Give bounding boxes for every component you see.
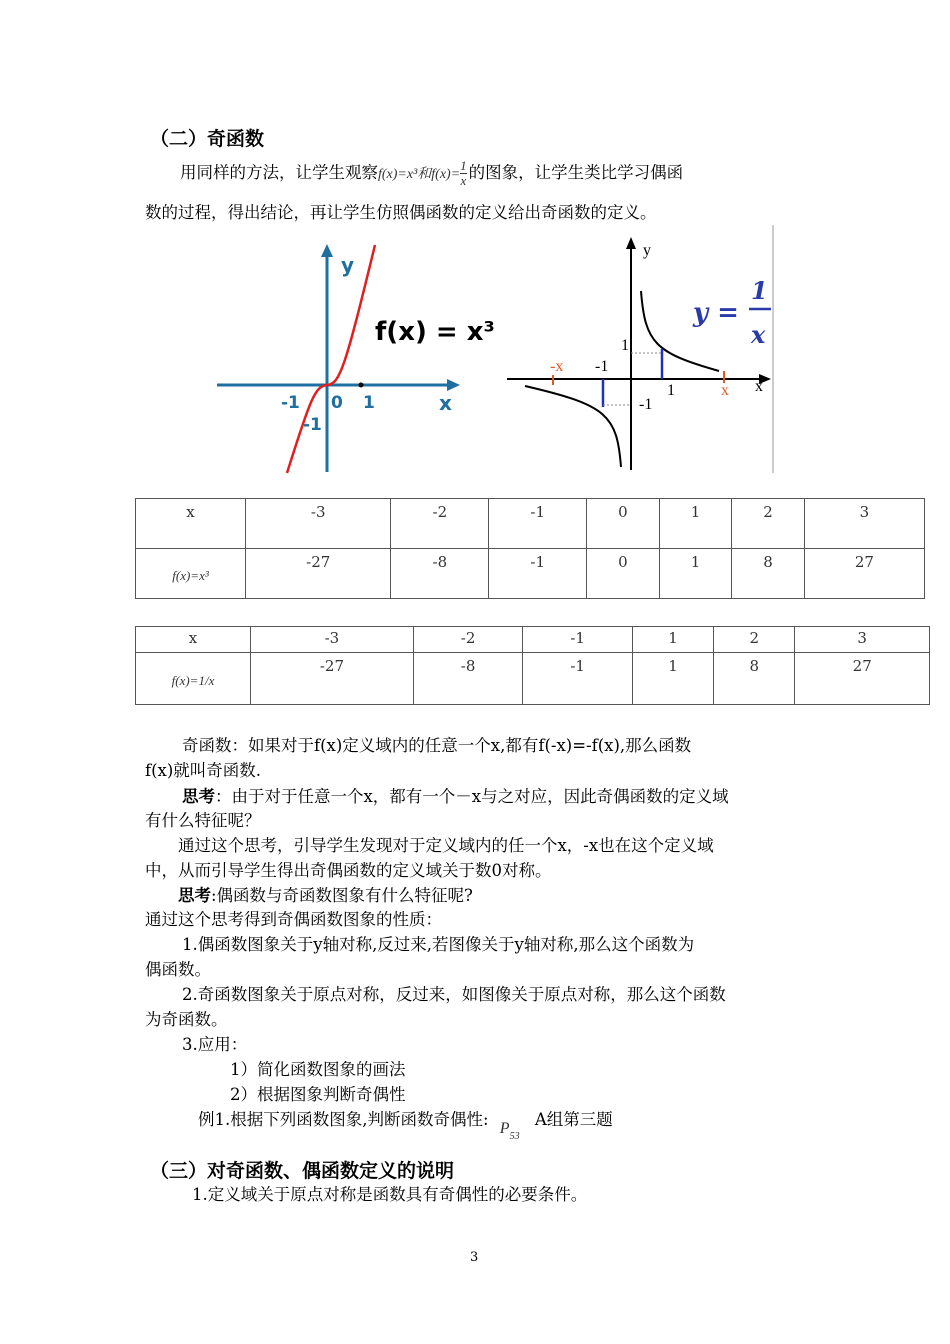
graph1-tick-0: 0 (331, 393, 343, 413)
table-cell: 27 (795, 653, 930, 705)
think2-label: 思考 (178, 886, 211, 905)
table-cell: 2 (732, 499, 805, 549)
graph1-tick-1: 1 (363, 393, 375, 413)
application-item-2: 2）根据图象判断奇偶性 (230, 1085, 406, 1104)
property2-line-1: 2.奇函数图象关于原点对称，反过来，如图像关于原点对称，那么这个函数 (182, 985, 726, 1004)
graph2-y-label: y (643, 242, 651, 259)
table-cell: -3 (246, 499, 391, 549)
table-cell: -3 (251, 627, 414, 653)
table-cell: -1 (523, 653, 633, 705)
example-line (198, 1107, 613, 1142)
section3-heading: （三）对奇函数、偶函数定义的说明 (150, 1160, 455, 1182)
table-cell: 2 (714, 627, 795, 653)
table-cell: 1 (632, 627, 713, 653)
table-cell: 27 (804, 549, 924, 599)
intro-line-2: 数的过程，得出结论，再让学生仿照偶函数的定义给出奇函数的定义。 (145, 203, 657, 222)
intro-text-a: 用同样的方法，让学生观察 (180, 163, 378, 182)
cubic-curve (287, 245, 375, 473)
intro-formula: f(x)=x³和f(x)= (378, 167, 461, 182)
graph2-formula-num: 1 (751, 276, 768, 305)
think1-line-2: 有什么特征呢？ (145, 811, 261, 830)
property3-line: 3.应用： (182, 1035, 248, 1054)
table-header-x: x (136, 627, 251, 653)
property2-line-2: 为奇函数。 (145, 1010, 228, 1029)
table-cell: -1 (489, 549, 587, 599)
think1-label: 思考 (182, 787, 215, 806)
table-cell: 0 (587, 549, 660, 599)
table-header-x: x (136, 499, 246, 549)
table-cell: -2 (391, 499, 489, 549)
graph2-tick-1y: 1 (621, 337, 629, 354)
definition-line-1: 奇函数：如果对于f(x)定义域内的任意一个x,都有f(-x)=-f(x),那么函数 (182, 736, 692, 755)
table-cell: -27 (246, 549, 391, 599)
think2-line (178, 883, 473, 908)
example-text-b: A组第三题 (534, 1110, 613, 1129)
table-cell: -2 (413, 627, 523, 653)
table-cell: -8 (391, 549, 489, 599)
graph2-formula-den: x (751, 320, 766, 349)
table-cell: 8 (732, 549, 805, 599)
table-row (136, 627, 930, 653)
think1-line-1 (182, 784, 729, 809)
graph1-x-label: x (439, 391, 452, 415)
property1-line-1: 1.偶函数图象关于y轴对称,反过来,若图像关于y轴对称,那么这个函数为 (182, 935, 695, 954)
definition-line-2: f(x)就叫奇函数. (145, 761, 262, 780)
table-cubic (135, 498, 925, 599)
result-line: 通过这个思考得到奇偶函数图象的性质： (145, 910, 442, 929)
graph1-formula: f(x) = x³ (375, 317, 495, 347)
table-row-label: f(x)=x³ (136, 549, 246, 599)
graph2-tick-neg1y: -1 (639, 396, 653, 413)
table-cell: -1 (523, 627, 633, 653)
example-subscript: 53 (509, 1131, 520, 1142)
cubic-graph (215, 240, 495, 475)
table-reciprocal (135, 626, 930, 705)
table-cell: -27 (251, 653, 414, 705)
example-p: P (499, 1120, 510, 1137)
table-row-label: f(x)=1/x (136, 653, 251, 705)
table-row (136, 653, 930, 705)
table-cell: 1 (659, 549, 732, 599)
graph1-y-label: y (341, 253, 355, 277)
table-cell: 3 (795, 627, 930, 653)
table-cell: 3 (804, 499, 924, 549)
graph1-tick-neg1: -1 (281, 393, 300, 413)
graph2-tick-x: x (721, 382, 729, 399)
guide-line-1: 通过这个思考，引导学生发现对于定义域内的任一个x，-x也在这个定义域 (178, 836, 714, 855)
table-cell: 8 (714, 653, 795, 705)
application-item-1: 1）简化函数图象的画法 (230, 1060, 406, 1079)
graph2-tick-neg1: -1 (595, 358, 609, 375)
graph2-formula-lhs: y = (693, 298, 739, 328)
graph1-tick-y-neg1: -1 (303, 415, 322, 435)
table-cell: -8 (413, 653, 523, 705)
example-text-a: 例1.根据下列函数图象,判断函数奇偶性: (198, 1110, 489, 1129)
intro-text-b: 的图象，让学生类比学习偶函 (468, 163, 684, 182)
graph2-x-label: x (755, 378, 763, 395)
table-cell: 1 (632, 653, 713, 705)
property1-line-2: 偶函数。 (145, 960, 211, 979)
think1-text: ：由于对于任意一个x，都有一个－x与之对应，因此奇偶函数的定义域 (215, 787, 729, 806)
fraction-1-over-x: $\frac{1}{x}$ (460, 158, 467, 188)
table-cell: -1 (489, 499, 587, 549)
section-heading: （二）奇函数 (150, 128, 265, 150)
reciprocal-graph (505, 225, 777, 475)
graph2-tick-1: 1 (667, 382, 675, 399)
table-cell: 0 (587, 499, 660, 549)
table-row (136, 549, 925, 599)
intro-line-1 (180, 159, 683, 188)
table-cell: 1 (659, 499, 732, 549)
guide-line-2: 中，从而引导学生得出奇偶函数的定义域关于数0对称。 (145, 861, 552, 880)
page-number: 3 (470, 1250, 479, 1265)
think2-text: :偶函数与奇函数图象有什么特征呢? (211, 886, 473, 905)
graph2-tick-negx: -x (550, 358, 564, 375)
section3-item-1: 1.定义域关于原点对称是函数具有奇偶性的必要条件。 (192, 1185, 588, 1204)
table-row (136, 499, 925, 549)
